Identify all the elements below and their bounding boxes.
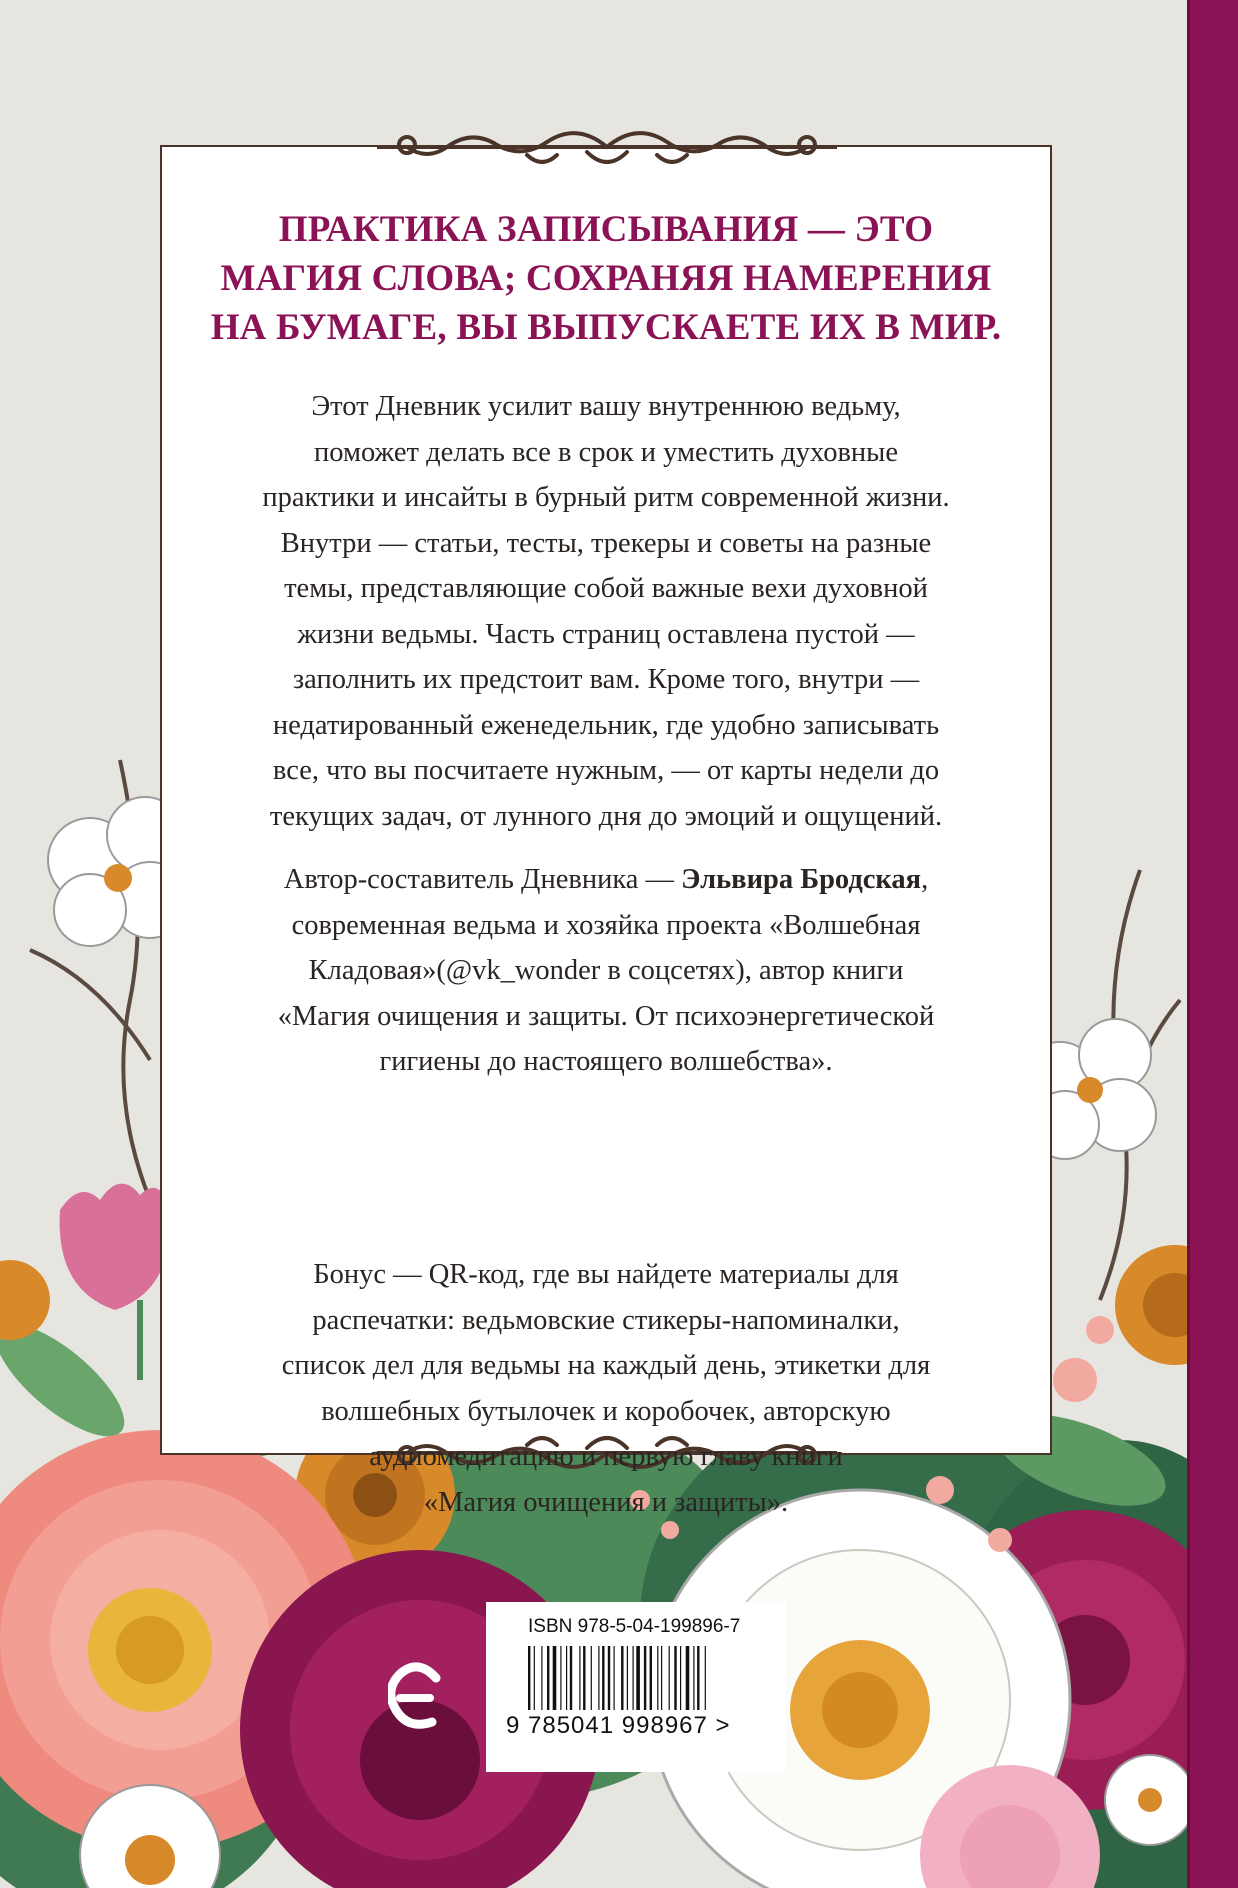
headline [202,205,1010,352]
barcode-bar [570,1646,572,1710]
text-line: практики и инсайты в бурный ритм современной жизни. [262,482,950,513]
text-line: «Магия очищения и защиты. От психоэнергетической [277,1000,935,1032]
text-line: аудиомедитацию и первую главу книги [369,1441,843,1472]
barcode-bar [669,1646,670,1710]
barcode-bar [579,1646,580,1710]
author-paragraph [198,857,1014,1085]
barcode-bar [693,1646,694,1710]
barcode-bar [566,1646,567,1710]
text-line [198,857,1014,903]
barcode-bar [686,1646,690,1710]
barcode-bar [608,1646,610,1710]
barcode-bar [553,1646,557,1710]
author-name: Эльвира Бродская [681,864,922,895]
barcode-bar [680,1646,681,1710]
book-spine [1190,0,1238,1888]
barcode-bar [560,1646,561,1710]
barcode-bar [697,1646,699,1710]
text-line: Внутри — статьи, тесты, трекеры и советы на разные [280,527,932,559]
text-line: волшебных бутылочек и коробочек, авторскую [321,1395,891,1427]
scroll-ornament-icon [377,117,837,177]
author-comma: , [921,864,929,895]
text-line: заполнить их предстоит вам. Кроме того, внутри — [292,664,920,695]
barcode-bar [657,1646,658,1710]
headline-line: ПРАКТИКА ЗАПИСЫВАНИЯ — ЭТО [278,209,934,250]
text-line: Кладовая»(@vk_wonder в соцсетях), автор книги [308,955,904,986]
text-line: темы, представляющие собой важные вехи духовной [284,573,928,604]
headline-line: МАГИЯ СЛОВА; СОХРАНЯЯ НАМЕРЕНИЯ [220,258,992,299]
author-intro: Автор-составитель Дневника — [283,864,682,895]
barcode-bar [621,1646,623,1710]
publisher-logo-icon [388,1660,444,1740]
barcode-bar [705,1646,706,1710]
pink-tulip [60,1184,171,1380]
text-line: Бонус — QR-код, где вы найдете материалы для [313,1259,899,1290]
barcode-bar [598,1646,599,1710]
isbn-barcode-block [486,1602,786,1772]
headline-line: НА БУМАГЕ, ВЫ ВЫПУСКАЕТЕ ИХ В МИР. [210,307,1002,348]
text-line: Этот Дневник усилит вашу внутреннюю ведьму, [311,391,901,422]
text-line: текущих задач, от лунного дня до эмоций и ощущений. [269,800,943,832]
barcode-bar [602,1646,604,1710]
barcode-bar [636,1646,640,1710]
barcode-bar [674,1646,676,1710]
barcode-bar [644,1646,646,1710]
barcode-bar [534,1646,535,1710]
text-line: недатированный еженедельник, где удобно записывать [272,709,940,741]
bonus-paragraph [198,1252,1014,1525]
barcode-bar [547,1646,549,1710]
barcode-bar [583,1646,585,1710]
description-paragraph [198,384,1014,839]
text-line: распечатки: ведьмовские стикеры-напоминалки, [312,1304,900,1336]
isbn-label: ISBN 978-5-04-199896-7 [528,1616,741,1637]
text-line: современная ведьма и хозяйка проекта «Волшебная [291,909,921,941]
barcode-bar [528,1646,530,1710]
barcode-bar [541,1646,542,1710]
barcode-bar [650,1646,652,1710]
barcode-bar [661,1646,662,1710]
text-line: жизни ведьмы. Часть страниц оставлена пустой — [297,618,915,650]
barcode-bar [627,1646,628,1710]
text-line: поможет делать все в срок и уместить духовные [314,436,898,468]
text-line: все, что вы посчитаете нужным, — от карты недели до [272,755,940,786]
text-line: «Магия очищения и защиты». [423,1486,789,1518]
text-line: список дел для ведьмы на каждый день, этикетки для [281,1350,931,1381]
barcode-bar [591,1646,592,1710]
barcode-bar [633,1646,634,1710]
isbn-digits: 9 785041 998967 > [506,1712,731,1739]
barcode [528,1646,748,1710]
barcode-bar [614,1646,615,1710]
text-frame [160,145,1052,1518]
text-line: гигиены до настоящего волшебства». [379,1046,833,1077]
